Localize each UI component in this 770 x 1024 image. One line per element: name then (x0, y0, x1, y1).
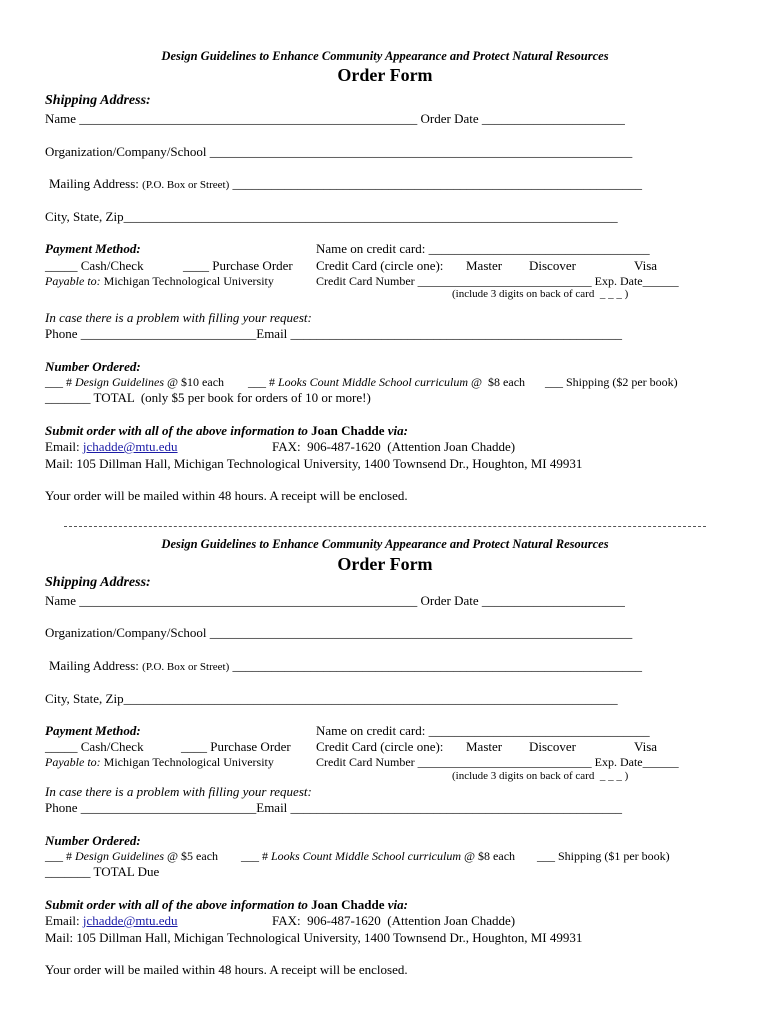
qty-blank: ___ # (45, 849, 75, 863)
payable-value: Michigan Technological University (100, 755, 274, 769)
name-order-date-field[interactable]: Name ____________________________________________________ Order Date ______________________ (45, 111, 625, 126)
cc-discover-option[interactable]: Discover (529, 258, 576, 273)
payment-heading: Payment Method: (45, 723, 141, 738)
email-link[interactable]: jchadde@mtu.edu (82, 439, 178, 454)
payable-to (45, 756, 274, 768)
city-state-zip-field[interactable]: City, State, Zip____________________________________________________________________________ (45, 209, 618, 224)
form-subtitle: Design Guidelines to Enhance Community Appearance and Protect Natural Resources (161, 49, 609, 63)
organization-field[interactable]: Organization/Company/School _________________________________________________________________ (45, 625, 633, 640)
cc-card-label: Credit Card (circle one): (316, 258, 444, 273)
form-subtitle: Design Guidelines to Enhance Community Appearance and Protect Natural Resources (161, 537, 609, 551)
organization-field[interactable]: Organization/Company/School _________________________________________________________________ (45, 144, 633, 159)
cash-check-option[interactable]: _____ Cash/Check (45, 739, 144, 754)
guidelines-title: Design Guidelines (75, 849, 164, 863)
footer-note: Your order will be mailed within 48 hours. A receipt will be enclosed. (45, 962, 408, 977)
shipping-qty[interactable]: ___ Shipping ($1 per book) (537, 849, 670, 863)
shipping-qty[interactable]: ___ Shipping ($2 per book) (545, 375, 678, 389)
looks-count-title: Looks Count Middle School curriculum (271, 849, 461, 863)
mailing-address-field[interactable] (49, 659, 642, 673)
problem-heading: In case there is a problem with filling your request: (45, 784, 312, 799)
mailing-blank: _______________________________________________________________ (229, 658, 642, 673)
cc-discover-option[interactable]: Discover (529, 739, 576, 754)
order-looks-count-qty[interactable] (248, 376, 525, 388)
email-line (45, 914, 178, 927)
problem-heading: In case there is a problem with filling your request: (45, 310, 312, 325)
submit-heading (45, 424, 408, 437)
payable-to (45, 275, 274, 287)
guidelines-price: @ $5 each (164, 849, 219, 863)
email-label: Email: (45, 439, 83, 454)
payable-label: Payable to: (45, 274, 101, 288)
fax-line: FAX: 906-487-1620 (Attention Joan Chadde) (272, 913, 516, 928)
phone-email-field[interactable]: Phone ___________________________Email ___________________________________________________ (45, 800, 623, 815)
shipping-heading: Shipping Address: (45, 575, 151, 590)
guidelines-title: Design Guidelines (75, 375, 164, 389)
submit-tail: via: (384, 423, 408, 438)
fax-line: FAX: 906-487-1620 (Attention Joan Chadde) (272, 439, 516, 454)
payable-value: Michigan Technological University (100, 274, 274, 288)
submit-tail: via: (384, 897, 408, 912)
cc-master-option[interactable]: Master (466, 258, 503, 273)
form-title: Order Form (337, 554, 433, 574)
cc-card-label: Credit Card (circle one): (316, 739, 444, 754)
looks-count-price: @ $8 each (460, 849, 516, 863)
email-label: Email: (45, 913, 83, 928)
shipping-heading: Shipping Address: (45, 93, 151, 108)
payment-heading: Payment Method: (45, 241, 141, 256)
submit-text: Submit order with all of the above information to (45, 897, 312, 912)
form-title: Order Form (337, 65, 433, 85)
phone-email-field[interactable]: Phone ___________________________Email ___________________________________________________ (45, 326, 623, 341)
mailing-note: (P.O. Box or Street) (142, 179, 230, 191)
submit-contact: Joan Chadde (311, 423, 385, 438)
submit-contact: Joan Chadde (311, 897, 385, 912)
order-guidelines-qty[interactable] (45, 376, 224, 388)
cc-digits-note: (include 3 digits on back of card _ _ _ ) (452, 770, 629, 782)
total-field[interactable]: _______ TOTAL (only $5 per book for orders of 10 or more!) (45, 390, 371, 405)
looks-count-title: Looks Count Middle School curriculum (278, 375, 468, 389)
purchase-order-option[interactable]: ____ Purchase Order (183, 258, 293, 273)
mailing-label: Mailing Address: (49, 176, 143, 191)
number-ordered-heading: Number Ordered: (45, 833, 141, 848)
submit-heading (45, 898, 408, 911)
cut-line-divider (64, 526, 706, 527)
qty-blank: ___ # (248, 375, 278, 389)
order-looks-count-qty[interactable] (241, 850, 515, 862)
looks-count-price: @ $8 each (467, 375, 526, 389)
cc-number-field[interactable]: Credit Card Number _____________________________ Exp. Date______ (316, 755, 679, 769)
qty-blank: ___ # (241, 849, 271, 863)
cc-master-option[interactable]: Master (466, 739, 503, 754)
guidelines-price: @ $10 each (164, 375, 225, 389)
mailing-note: (P.O. Box or Street) (142, 661, 230, 673)
payable-label: Payable to: (45, 755, 101, 769)
cc-visa-option[interactable]: Visa (634, 739, 658, 754)
mailing-label: Mailing Address: (49, 658, 143, 673)
total-field[interactable]: _______ TOTAL Due (45, 864, 160, 879)
order-guidelines-qty[interactable] (45, 850, 218, 862)
name-order-date-field[interactable]: Name ____________________________________________________ Order Date ______________________ (45, 593, 625, 608)
email-line (45, 440, 178, 453)
purchase-order-option[interactable]: ____ Purchase Order (181, 739, 291, 754)
footer-note: Your order will be mailed within 48 hours. A receipt will be enclosed. (45, 488, 408, 503)
cc-name-field[interactable]: Name on credit card: __________________________________ (316, 723, 650, 738)
city-state-zip-field[interactable]: City, State, Zip____________________________________________________________________________ (45, 691, 618, 706)
qty-blank: ___ # (45, 375, 75, 389)
mailing-blank: _______________________________________________________________ (229, 176, 642, 191)
cc-number-field[interactable]: Credit Card Number _____________________________ Exp. Date______ (316, 274, 679, 288)
mailing-address-field[interactable] (49, 177, 642, 191)
mail-line: Mail: 105 Dillman Hall, Michigan Technological University, 1400 Townsend Dr., Houghton, MI 49931 (45, 456, 583, 471)
cc-visa-option[interactable]: Visa (634, 258, 658, 273)
submit-text: Submit order with all of the above information to (45, 423, 312, 438)
cash-check-option[interactable]: _____ Cash/Check (45, 258, 144, 273)
mail-line: Mail: 105 Dillman Hall, Michigan Technological University, 1400 Townsend Dr., Houghton, MI 49931 (45, 930, 583, 945)
cc-digits-note: (include 3 digits on back of card _ _ _ ) (452, 288, 629, 300)
email-link[interactable]: jchadde@mtu.edu (82, 913, 178, 928)
cc-name-field[interactable]: Name on credit card: __________________________________ (316, 241, 650, 256)
number-ordered-heading: Number Ordered: (45, 359, 141, 374)
